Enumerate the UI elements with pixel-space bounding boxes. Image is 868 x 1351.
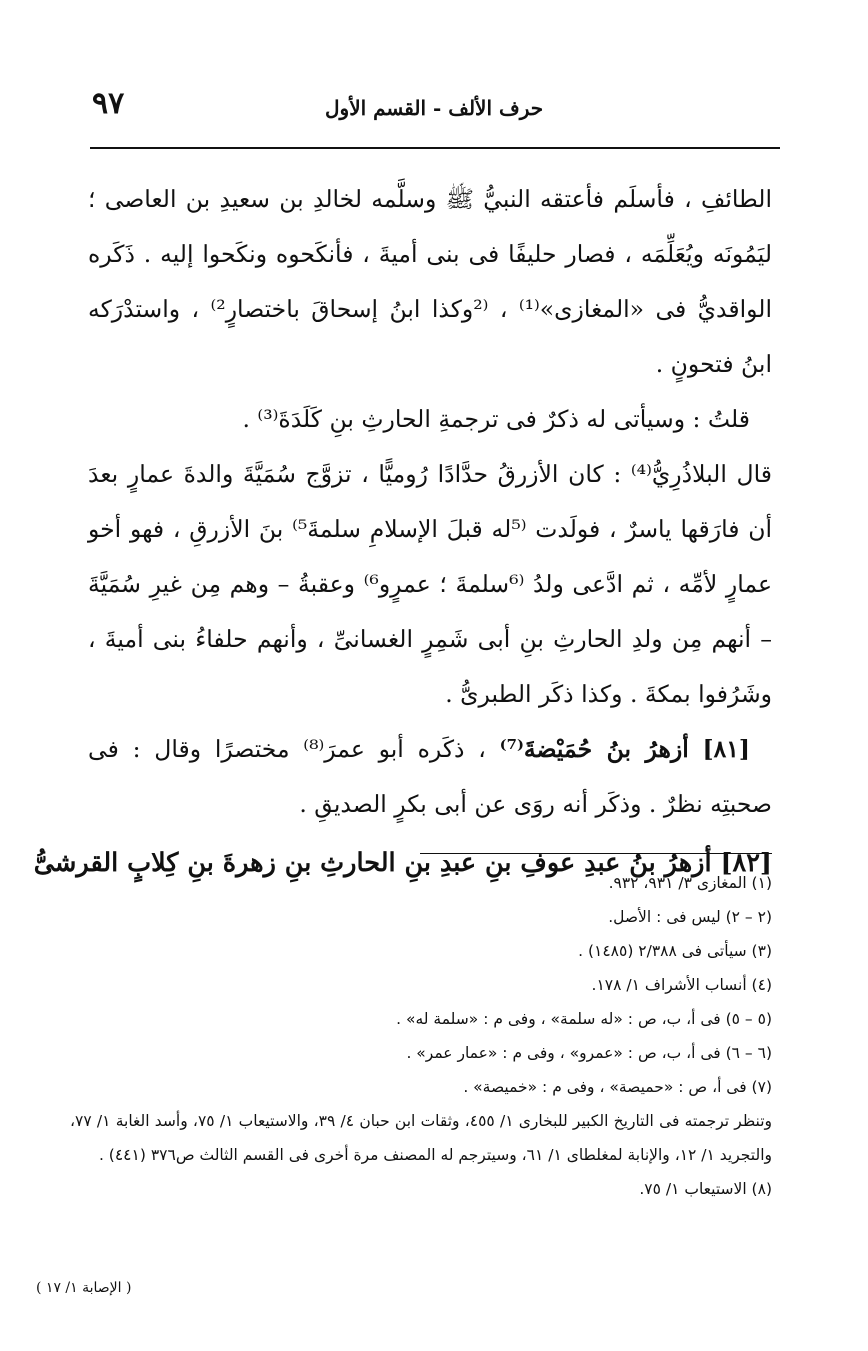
footnote-5: (٥ – ٥) فى أ، ب، ص : «له سلمة» ، وفى م : «سلمة له» . [396,1010,772,1028]
header-rule [90,147,780,149]
footnote-7: (٧) فى أ، ص : «حميصة» ، وفى م : «خميصة» . [463,1078,772,1096]
paragraph-2: قلتُ : وسيأتى له ذكرٌ فى ترجمةِ الحارثِ بنِ كَلَدَةَ⁽³⁾ . [242,405,750,433]
paragraph-1: الطائفِ ، فأسلَم فأعتقه النبيُّ ﷺ وسلَّمه لخالدِ بن سعيدِ بن العاصى ؛ ليَمُونَه ويُعَلِّمَه ، فصار حليفًا فى بنى أميةَ ، فأنكَحوه ونكَحوا إليه . ذَكَره الواقديُّ فى «المغازى»⁽¹⁾ ، ⁽²وكذا ابنُ إسحاقَ باختصارٍ²⁾ ، واستدْرَكه ابنُ فتحونٍ . [88,185,772,378]
footnote-8: (٨) الاستيعاب ١/ ٧٥. [639,1180,772,1198]
footnote-3: (٣) سيأتى فى ٢/٣٨٨ (١٤٨٥) . [578,942,772,960]
footnote-7-continued: وتنظر ترجمته فى التاريخ الكبير للبخارى ١/ ٤٥٥، وثقات ابن حبان ٤/ ٣٩، والاستيعاب ١/ ٧٥، وأسد الغابة ١/ ٧٧، والتجريد ١/ ١٢، والإنابة لمغلطاى ١/ ٦١، وسيترجم له المصنف مرة أخرى فى القسم الثالث ص٣٧٦ (٤٤١) . [70,1112,773,1164]
page-number: ٩٧ [92,86,125,121]
footnote-2: (٢ – ٢) ليس فى : الأصل. [608,908,772,926]
paragraph-3: قال البلاذُرِيُّ⁽⁴⁾ : كان الأزرقُ حدَّادًا رُوميًّا ، تزوَّج سُمَيَّةَ والدةَ عمارٍ بعدَ أن فارَقها ياسرٌ ، فولَدت ⁽⁵له قبلَ الإسلامِ سلمةَ⁵⁾ بنَ الأزرقِ ، فهو أخو عمارٍ لأمِّه ، ثم ادَّعى ولدُ ⁽⁶سلمةَ ؛ عمرٍو⁶⁾ وعقبةُ – وهم مِن غيرِ سُمَيَّةَ – أنهم مِن ولدِ الحارثِ بنِ أبى شَمِرٍ الغسانىِّ ، وأنهم حلفاءُ بنى أميةَ ، وشَرُفوا بمكةَ . وكذا ذكَر الطبرىُّ . [88,460,773,708]
footnote-rule [420,853,772,854]
entry-82-title: [٨٢] أزهرُ بنُ عبدِ عوفِ بنِ عبدِ بنِ الحارثِ بنِ زهرةَ بنِ كِلابٍ القرشىُّ [33,848,772,878]
signature-mark: ( الإصابة ١/ ١٧ ) [36,1280,132,1296]
running-head: حرف الألف - القسم الأول [325,96,544,120]
entry-81-name: أزهرُ بنُ حُمَيْضةَ⁽⁷⁾ [499,735,689,763]
footnote-6: (٦ – ٦) فى أ، ب، ص : «عمرو» ، وفى م : «عمار عمر» . [406,1044,772,1062]
page-header [70,78,776,138]
main-text [33,172,773,891]
footnote-1: (١) المغازى ٣/ ٩٣١، ٩٣٢. [608,874,772,892]
footnotes [70,866,772,1206]
entry-81-text: ، ذكَره أبو عمرَ⁽⁸⁾ مختصرًا وقال : فى صحبتِه نظرٌ . وذكَر أنه روَى عن أبى بكرٍ الصديقِ . [88,735,772,818]
footnote-4: (٤) أنساب الأشراف ١/ ١٧٨. [591,976,772,994]
entry-81-number: [٨١] [702,735,750,763]
entry-81 [88,722,772,832]
